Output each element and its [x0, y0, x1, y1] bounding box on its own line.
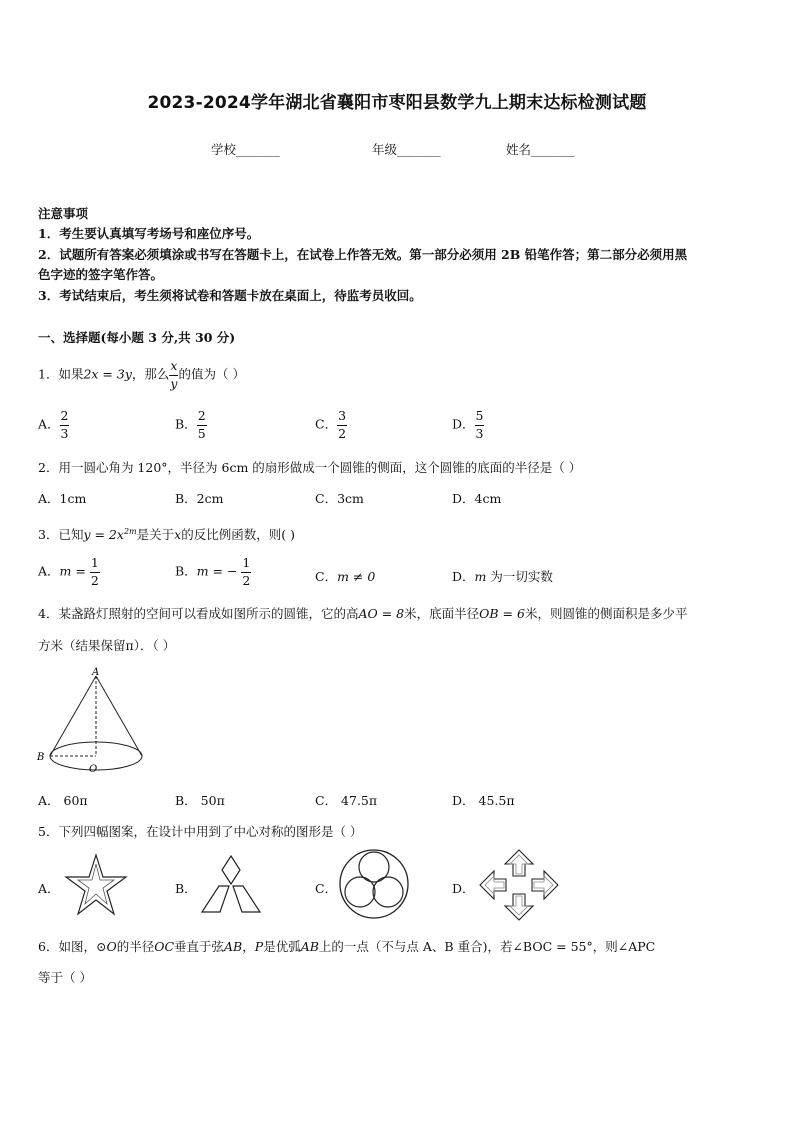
q6-text: 上的一点（不与点 A、B 重合)，若∠BOC = 55°，则∠APC [318, 939, 656, 954]
q6-oc: OC [154, 939, 175, 954]
question-2: 2．用一圆心角为 120°，半径为 6cm 的扇形做成一个圆锥的侧面，这个圆锥的底面的半径是（ ） [38, 460, 582, 475]
q6-o: O [106, 939, 117, 954]
q3-suffix2: 的反比例函数，则( ) [181, 527, 295, 542]
notice-item: 3．考试结束后，考生须将试卷和答题卡放在桌面上，待监考员收回。 [38, 288, 422, 303]
q2-option-b: B．2cm [175, 491, 224, 506]
q3-option-c [315, 567, 375, 585]
question-1 [38, 360, 245, 390]
q4-text: 米，则圆锥的侧面积是多少平 [524, 606, 688, 621]
option-expr: m = [59, 563, 86, 579]
q2-option-d: D．4cm [452, 491, 502, 506]
frac-num: 5 [475, 410, 485, 426]
option-fraction [241, 557, 251, 587]
question-4-line2: 方米（结果保留π）．（ ） [38, 638, 176, 653]
q3-option-d [452, 567, 553, 585]
q3-equation: y = 2x [83, 527, 124, 542]
label-a: A [92, 667, 100, 678]
q1-frac-den: y [170, 375, 178, 391]
q1-option-a [38, 410, 69, 440]
option-label: B． [175, 563, 197, 579]
exam-title: 2023-2024学年湖北省襄阳市枣阳县数学九上期末达标检测试题 [147, 93, 647, 113]
frac-den: 2 [90, 572, 99, 588]
section-heading: 一、选择题(每小题 3 分,共 30 分) [38, 330, 236, 345]
label-o: O [89, 764, 98, 775]
option-label: C． [315, 569, 338, 584]
q2-option-c: C．3cm [315, 491, 364, 506]
question-5: 5．下列四幅图案，在设计中用到了中心对称的图形是（ ） [38, 824, 363, 839]
frac-den: 5 [197, 425, 206, 441]
option-label: A． [38, 416, 60, 432]
question-4-line1 [38, 604, 687, 622]
q1-mid: ，那么 [131, 366, 170, 382]
frac-num: 3 [337, 410, 347, 426]
q3-option-b [175, 557, 251, 587]
option-fraction [60, 410, 70, 440]
q4-option-b: B． 50π [175, 793, 225, 808]
q2-option-a: A．1cm [38, 491, 87, 506]
question-6-line1 [38, 937, 655, 955]
star-figure [64, 852, 128, 918]
frac-den: 2 [242, 572, 251, 588]
q5-option-a-label: A． [38, 881, 60, 896]
option-fraction [475, 410, 485, 440]
option-fraction [197, 410, 207, 440]
q4-ao: AO = 8 [358, 606, 405, 621]
option-label: C． [315, 416, 338, 432]
frac-den: 3 [475, 425, 484, 441]
q1-option-c [315, 410, 347, 440]
q3-var: x [174, 527, 182, 542]
q6-ab: AB [224, 939, 243, 954]
q4-option-d: D． 45.5π [452, 793, 515, 808]
option-label: B． [175, 416, 197, 432]
frac-num: 1 [241, 557, 251, 573]
q4-option-c: C． 47.5π [315, 793, 378, 808]
option-text: 为一切实数 [490, 569, 553, 584]
option-expr: m ≠ 0 [337, 569, 376, 584]
frac-num: 1 [90, 557, 100, 573]
label-b: B [37, 752, 45, 763]
arrows-figure [478, 848, 560, 922]
option-fraction [90, 557, 100, 587]
frac-den: 3 [60, 425, 69, 441]
q3-suffix: 是关于 [136, 527, 175, 542]
option-var: m [474, 569, 487, 584]
option-label: D． [452, 416, 475, 432]
q1-option-b [175, 410, 207, 440]
name-field: 姓名_______ [506, 142, 575, 157]
q4-text: 4．某盏路灯照射的空间可以看成如图所示的圆锥，它的高 [38, 606, 359, 621]
frac-num: 2 [197, 410, 207, 426]
option-fraction [337, 410, 347, 440]
frac-num: 2 [60, 410, 70, 426]
q1-prefix: 1．如果 [38, 366, 84, 382]
q5-option-d-label: D． [452, 881, 475, 896]
circles-figure [338, 848, 410, 920]
q4-ob: OB = 6 [479, 606, 525, 621]
q1-suffix: 的值为（ ） [178, 366, 245, 382]
q5-option-b-label: B． [175, 881, 197, 896]
q6-text: 6．如图，⊙ [38, 939, 107, 954]
diamonds-figure [198, 854, 264, 916]
q6-text: 是优弧 [263, 939, 301, 954]
cone-figure [34, 664, 154, 776]
notice-item: 色字迹的签字笔作答。 [38, 267, 164, 282]
q1-option-d [452, 410, 484, 440]
notice-item: 1．考生要认真填写考场号和座位序号。 [38, 226, 260, 241]
q3-prefix: 3．已知 [38, 527, 84, 542]
q4-option-a: A． 60π [38, 793, 88, 808]
school-field: 学校_______ [211, 142, 280, 157]
frac-den: 2 [338, 425, 347, 441]
q6-text: ， [242, 939, 255, 954]
option-expr: m = − [196, 563, 238, 579]
q6-ab2: AB [300, 939, 319, 954]
q5-option-c-label: C． [315, 881, 338, 896]
q6-text: 的半径 [116, 939, 155, 954]
q1-frac-num: x [169, 360, 178, 376]
question-3 [38, 525, 295, 543]
option-label: D． [452, 569, 475, 584]
grade-field: 年级_______ [372, 142, 441, 157]
q4-text: 米，底面半径 [404, 606, 480, 621]
q6-p: P [254, 939, 264, 954]
question-6-line2: 等于（ ） [38, 970, 92, 985]
notice-heading: 注意事项 [38, 206, 89, 221]
q1-equation: 2x = 3y [83, 366, 132, 382]
notice-item: 2．试题所有答案必须填涂或书写在答题卡上，在试卷上作答无效。第一部分必须用 2B 铅笔作答；第二部分必须用黑 [38, 247, 688, 262]
q3-exponent: 2m [123, 526, 137, 536]
option-label: A． [38, 563, 60, 579]
q6-text: 垂直于弦 [174, 939, 225, 954]
q3-option-a [38, 557, 100, 587]
